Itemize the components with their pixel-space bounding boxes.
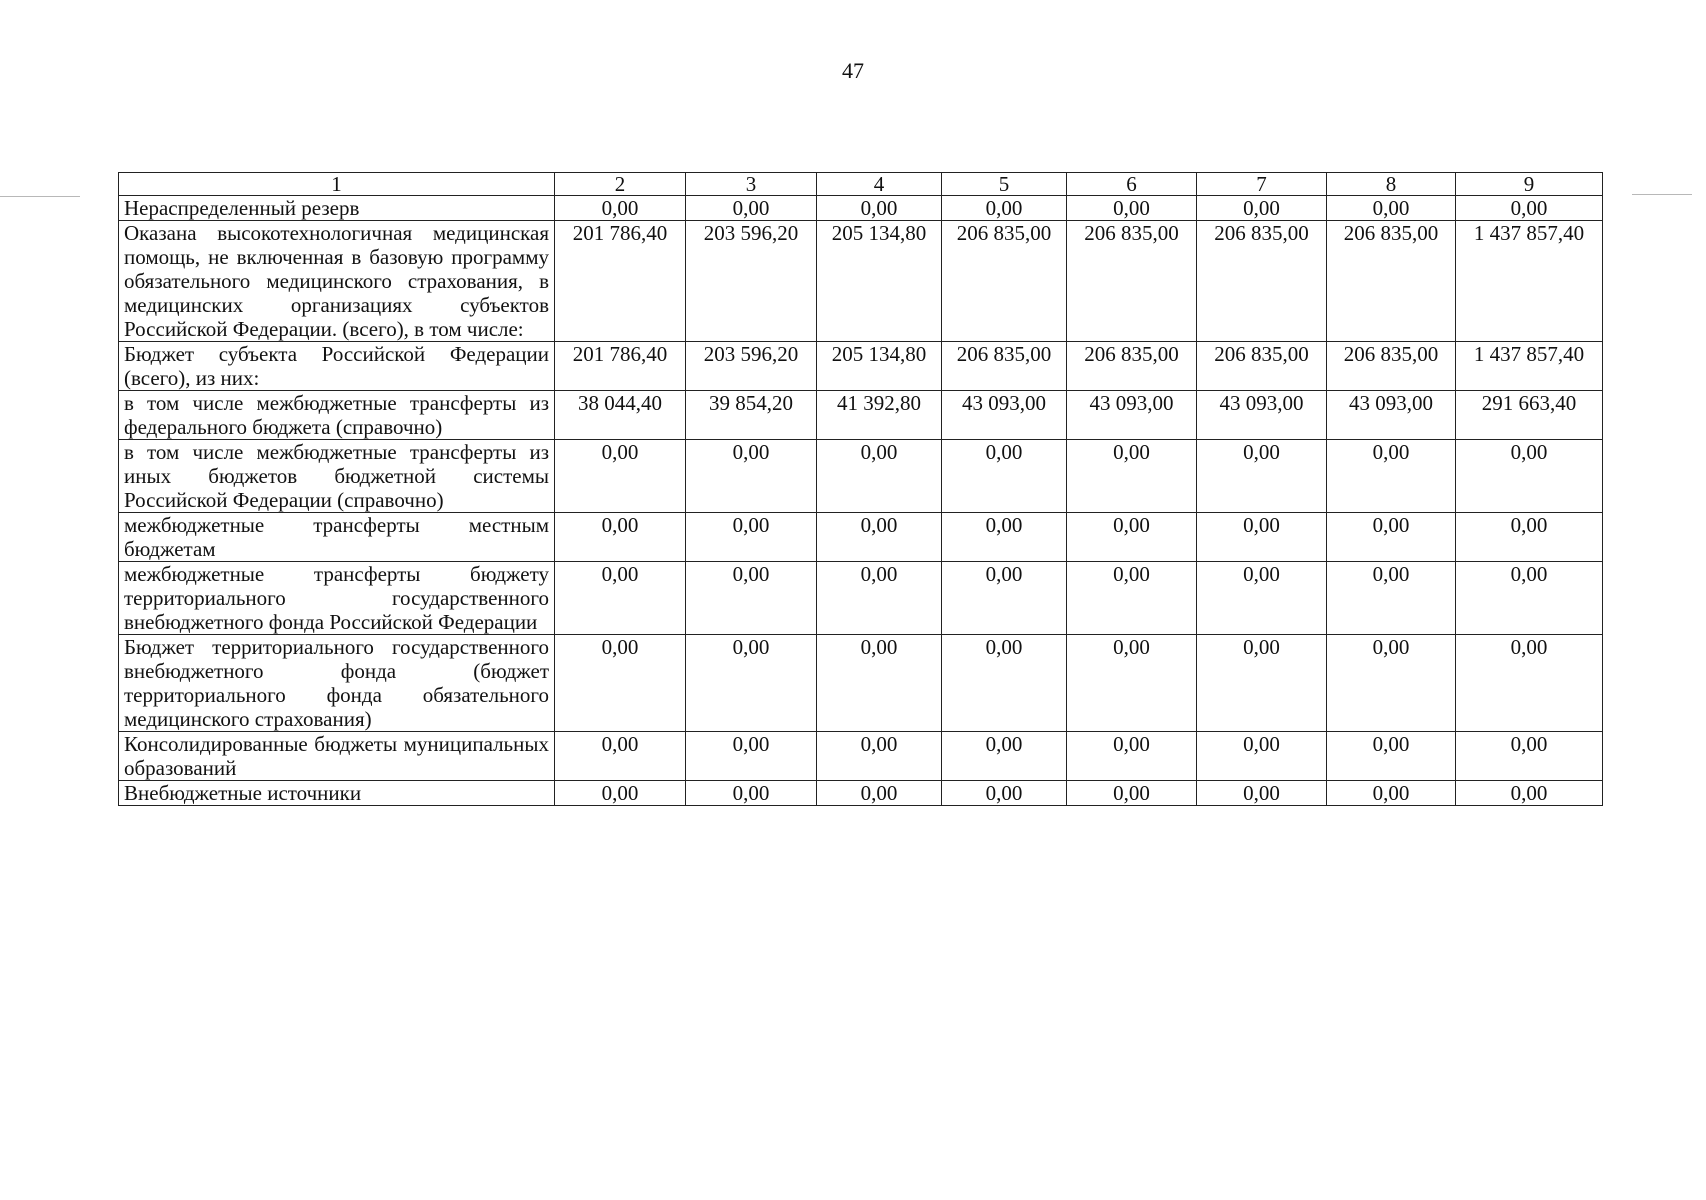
value-cell-col-9: 0,00 [1456,635,1603,732]
value-cell-col-7: 0,00 [1197,513,1327,562]
value-cell-col-2: 201 786,40 [555,342,686,391]
value-cell-col-5: 0,00 [942,635,1067,732]
value-cell-col-4: 0,00 [817,732,942,781]
value-cell-col-9: 291 663,40 [1456,391,1603,440]
value-cell-col-9: 0,00 [1456,196,1603,221]
table-row [119,440,1603,513]
column-header-2: 2 [555,173,686,196]
value-cell-col-9: 0,00 [1456,781,1603,806]
value-cell-col-3: 203 596,20 [686,342,817,391]
row-label: в том числе межбюджетные трансферты из федерального бюджета (справочно) [119,391,555,440]
value-cell-col-8: 43 093,00 [1327,391,1456,440]
value-cell-col-7: 206 835,00 [1197,342,1327,391]
value-cell-col-5: 43 093,00 [942,391,1067,440]
value-cell-col-6: 0,00 [1067,732,1197,781]
column-header-8: 8 [1327,173,1456,196]
table-row [119,562,1603,635]
column-header-6: 6 [1067,173,1197,196]
value-cell-col-4: 0,00 [817,562,942,635]
value-cell-col-2: 0,00 [555,781,686,806]
column-header-4: 4 [817,173,942,196]
value-cell-col-3: 0,00 [686,732,817,781]
scan-artifact-right [1632,194,1692,195]
value-cell-col-2: 201 786,40 [555,221,686,342]
value-cell-col-7: 43 093,00 [1197,391,1327,440]
value-cell-col-5: 0,00 [942,781,1067,806]
value-cell-col-8: 0,00 [1327,732,1456,781]
column-header-7: 7 [1197,173,1327,196]
value-cell-col-3: 0,00 [686,562,817,635]
value-cell-col-3: 0,00 [686,513,817,562]
value-cell-col-4: 0,00 [817,440,942,513]
column-header-1: 1 [119,173,555,196]
table-header [119,173,1603,196]
value-cell-col-7: 0,00 [1197,732,1327,781]
value-cell-col-4: 0,00 [817,513,942,562]
value-cell-col-4: 0,00 [817,196,942,221]
table-row [119,732,1603,781]
row-label: Консолидированные бюджеты муниципальных образований [119,732,555,781]
value-cell-col-7: 0,00 [1197,562,1327,635]
value-cell-col-8: 0,00 [1327,513,1456,562]
table-body [119,196,1603,806]
value-cell-col-6: 0,00 [1067,635,1197,732]
value-cell-col-9: 1 437 857,40 [1456,221,1603,342]
value-cell-col-7: 0,00 [1197,635,1327,732]
value-cell-col-4: 205 134,80 [817,342,942,391]
table-row [119,391,1603,440]
value-cell-col-8: 0,00 [1327,196,1456,221]
value-cell-col-9: 0,00 [1456,562,1603,635]
value-cell-col-5: 0,00 [942,732,1067,781]
table-row [119,781,1603,806]
row-label: Бюджет субъекта Российской Федерации (всего), из них: [119,342,555,391]
table-row [119,635,1603,732]
row-label: Нераспределенный резерв [119,196,555,221]
value-cell-col-7: 0,00 [1197,196,1327,221]
table-row [119,342,1603,391]
budget-table [118,172,1603,806]
value-cell-col-2: 0,00 [555,732,686,781]
value-cell-col-2: 0,00 [555,635,686,732]
value-cell-col-9: 0,00 [1456,732,1603,781]
value-cell-col-6: 0,00 [1067,196,1197,221]
row-label: Оказана высокотехнологичная медицинская помощь, не включенная в базовую программу обязательного медицинского страхования, в медицинских организациях субъектов Российской Федерации. (всего), в том числе: [119,221,555,342]
column-header-3: 3 [686,173,817,196]
value-cell-col-2: 0,00 [555,562,686,635]
value-cell-col-7: 206 835,00 [1197,221,1327,342]
value-cell-col-4: 41 392,80 [817,391,942,440]
value-cell-col-3: 0,00 [686,196,817,221]
value-cell-col-4: 0,00 [817,781,942,806]
value-cell-col-5: 0,00 [942,196,1067,221]
row-label: межбюджетные трансферты бюджету территориального государственного внебюджетного фонда Российской Федерации [119,562,555,635]
value-cell-col-3: 39 854,20 [686,391,817,440]
value-cell-col-5: 206 835,00 [942,342,1067,391]
table-row [119,221,1603,342]
value-cell-col-5: 0,00 [942,440,1067,513]
value-cell-col-2: 0,00 [555,513,686,562]
value-cell-col-6: 206 835,00 [1067,342,1197,391]
column-header-9: 9 [1456,173,1603,196]
value-cell-col-5: 0,00 [942,562,1067,635]
value-cell-col-6: 43 093,00 [1067,391,1197,440]
value-cell-col-8: 0,00 [1327,635,1456,732]
scan-artifact-left [0,196,80,197]
value-cell-col-8: 206 835,00 [1327,342,1456,391]
value-cell-col-3: 203 596,20 [686,221,817,342]
value-cell-col-8: 0,00 [1327,562,1456,635]
value-cell-col-2: 0,00 [555,440,686,513]
value-cell-col-9: 1 437 857,40 [1456,342,1603,391]
value-cell-col-3: 0,00 [686,781,817,806]
value-cell-col-6: 0,00 [1067,440,1197,513]
table-row [119,513,1603,562]
row-label: Бюджет территориального государственного внебюджетного фонда (бюджет территориального фонда обязательного медицинского страхования) [119,635,555,732]
value-cell-col-7: 0,00 [1197,781,1327,806]
value-cell-col-4: 0,00 [817,635,942,732]
value-cell-col-3: 0,00 [686,440,817,513]
value-cell-col-2: 38 044,40 [555,391,686,440]
row-label: в том числе межбюджетные трансферты из иных бюджетов бюджетной системы Российской Федерации (справочно) [119,440,555,513]
table-row [119,196,1603,221]
header-row [119,173,1603,196]
value-cell-col-6: 206 835,00 [1067,221,1197,342]
value-cell-col-5: 206 835,00 [942,221,1067,342]
value-cell-col-8: 0,00 [1327,781,1456,806]
value-cell-col-5: 0,00 [942,513,1067,562]
value-cell-col-3: 0,00 [686,635,817,732]
page-number: 47 [842,58,864,83]
value-cell-col-4: 205 134,80 [817,221,942,342]
value-cell-col-2: 0,00 [555,196,686,221]
value-cell-col-9: 0,00 [1456,440,1603,513]
row-label: межбюджетные трансферты местным бюджетам [119,513,555,562]
value-cell-col-6: 0,00 [1067,513,1197,562]
value-cell-col-9: 0,00 [1456,513,1603,562]
value-cell-col-6: 0,00 [1067,562,1197,635]
column-header-5: 5 [942,173,1067,196]
value-cell-col-8: 0,00 [1327,440,1456,513]
value-cell-col-7: 0,00 [1197,440,1327,513]
row-label: Внебюджетные источники [119,781,555,806]
value-cell-col-6: 0,00 [1067,781,1197,806]
value-cell-col-8: 206 835,00 [1327,221,1456,342]
